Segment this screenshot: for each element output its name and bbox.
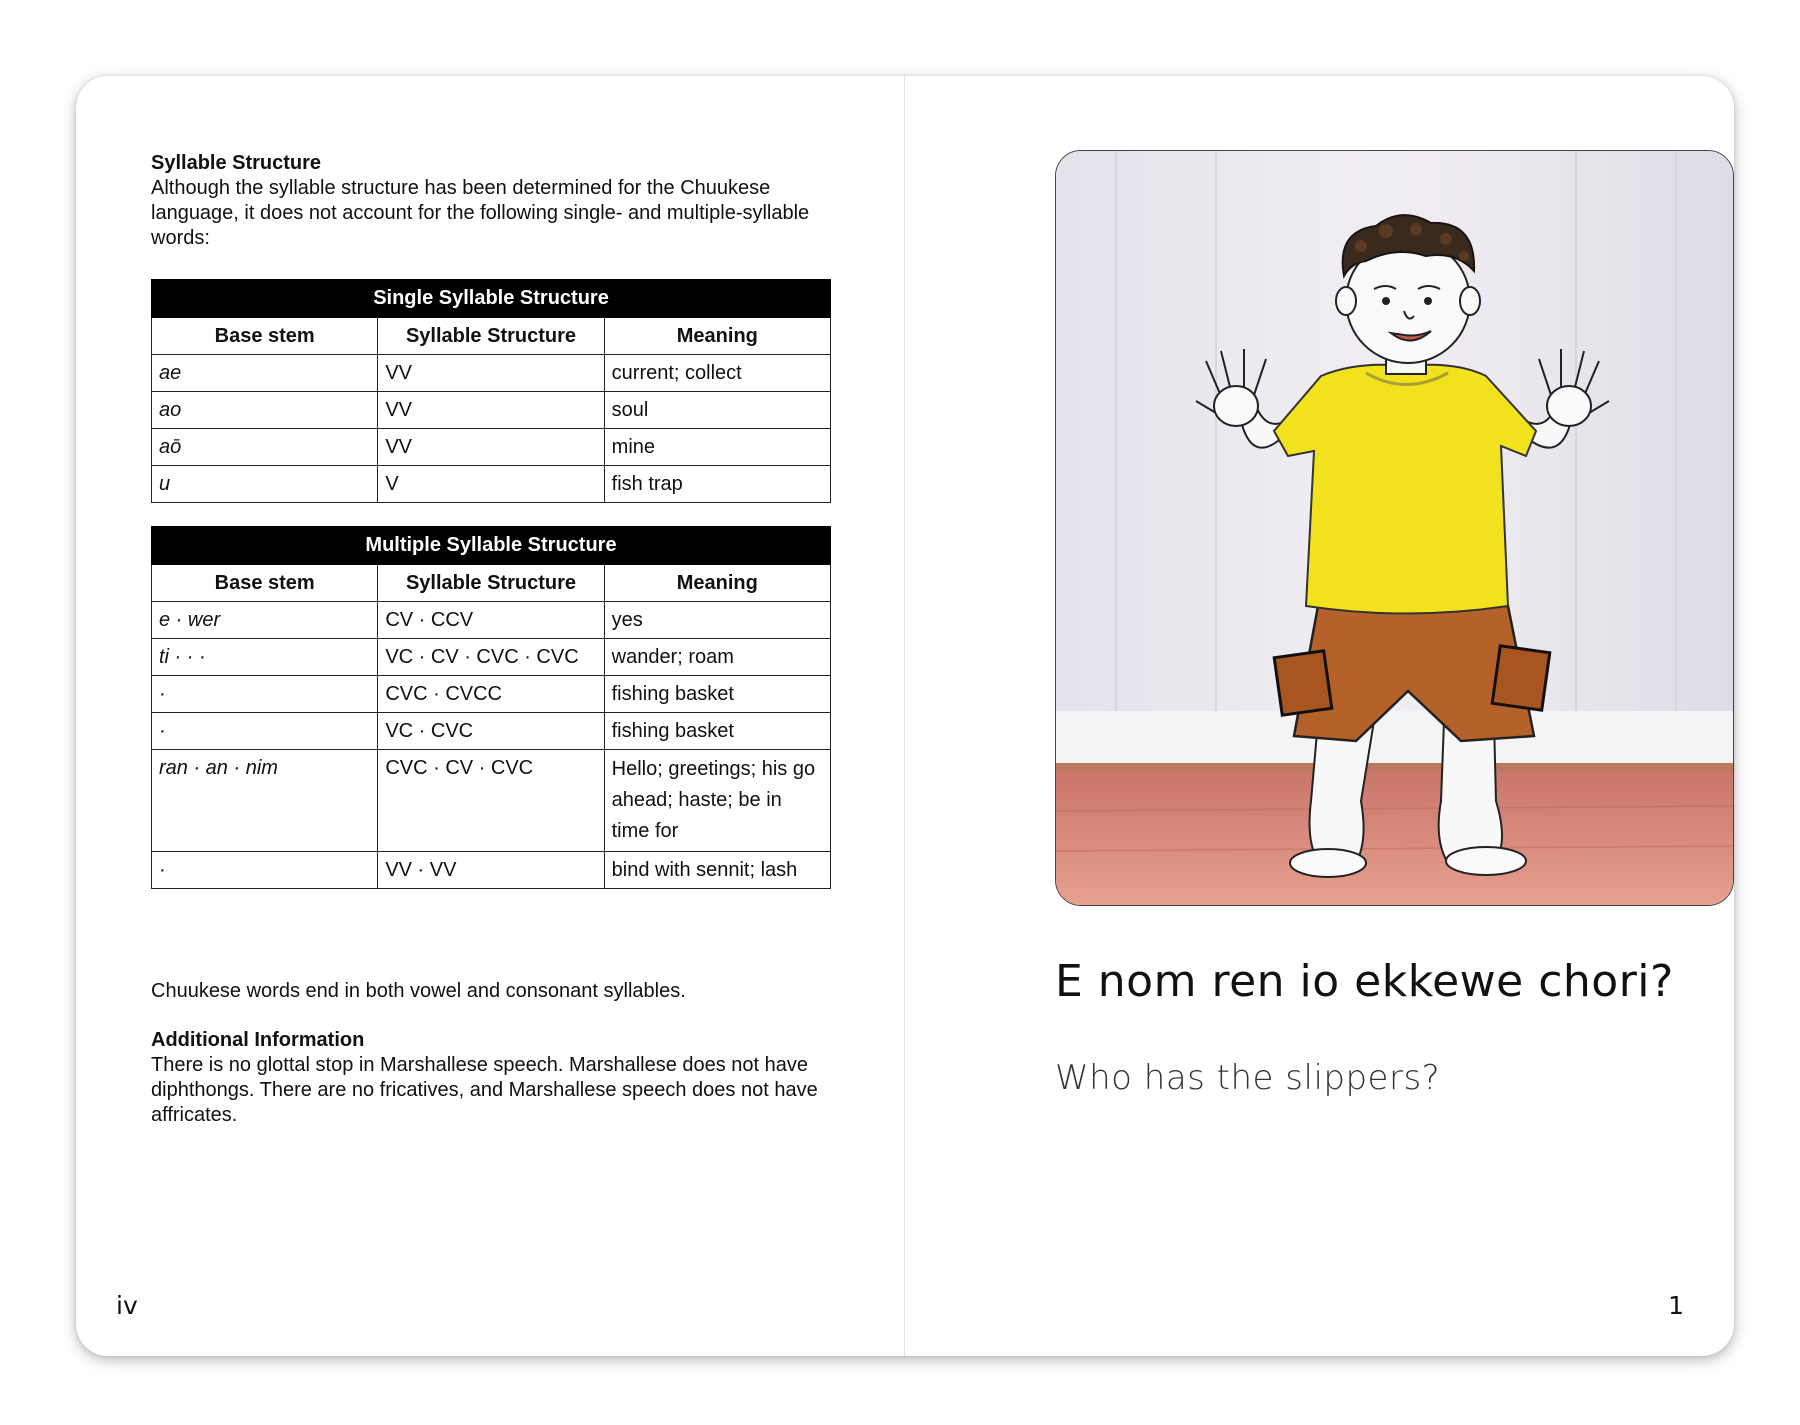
single-syllable-table [151, 279, 831, 503]
story-translation: Who has the slippers? [1055, 1058, 1441, 1098]
additional-info-heading: Additional Information [151, 1029, 365, 1051]
table-row [152, 852, 831, 889]
structure-cell: CVC · CV · CVC [378, 750, 604, 852]
column-header-meaning: Meaning [604, 318, 830, 355]
page-number-right: 1 [1668, 1291, 1684, 1320]
meaning-cell: soul [604, 392, 830, 429]
structure-cell: V [378, 466, 604, 503]
base-stem-cell: u [152, 466, 378, 503]
base-stem-cell: aō [152, 429, 378, 466]
meaning-cell: Hello; greetings; his go ahead; haste; be in time for [604, 750, 830, 852]
table-row [152, 713, 831, 750]
meaning-cell: current; collect [604, 355, 830, 392]
syllable-intro-block [151, 151, 831, 251]
structure-cell: CV · CCV [378, 602, 604, 639]
base-stem-cell: ran · an · nim [152, 750, 378, 852]
page-number-left: iv [116, 1291, 138, 1320]
structure-cell: CVC · CVCC [378, 676, 604, 713]
meaning-cell: fishing basket [604, 713, 830, 750]
boy-yellow-shirt-illustration [1055, 150, 1734, 906]
meaning-cell: fish trap [604, 466, 830, 503]
table-row [152, 355, 831, 392]
base-stem-cell: e · wer [152, 602, 378, 639]
closing-text: Chuukese words end in both vowel and consonant syllables. [151, 980, 686, 1002]
meaning-cell: wander; roam [604, 639, 830, 676]
column-header-syllable-structure: Syllable Structure [378, 565, 604, 602]
base-stem-cell: · [152, 852, 378, 889]
meaning-cell: fishing basket [604, 676, 830, 713]
base-stem-cell: ti · · · [152, 639, 378, 676]
single-table-caption: Single Syllable Structure [152, 280, 831, 318]
column-header-syllable-structure: Syllable Structure [378, 318, 604, 355]
structure-cell: VC · CV · CVC · CVC [378, 639, 604, 676]
additional-info-block [151, 1028, 831, 1128]
book-spread [76, 76, 1734, 1356]
structure-cell: VV [378, 429, 604, 466]
table-row [152, 429, 831, 466]
structure-cell: VV · VV [378, 852, 604, 889]
table-row [152, 602, 831, 639]
column-header-base-stem: Base stem [152, 318, 378, 355]
syllable-intro-text: Although the syllable structure has been determined for the Chuukese language, it does not account for the following single- and multiple-syllable words: [151, 177, 810, 249]
table-row [152, 750, 831, 852]
multiple-table-caption: Multiple Syllable Structure [152, 527, 831, 565]
structure-cell: VV [378, 355, 604, 392]
meaning-cell: mine [604, 429, 830, 466]
base-stem-cell: ao [152, 392, 378, 429]
base-stem-cell: · [152, 713, 378, 750]
left-page [76, 76, 904, 1356]
multiple-syllable-table [151, 526, 831, 889]
table-row [152, 639, 831, 676]
column-header-meaning: Meaning [604, 565, 830, 602]
base-stem-cell: · [152, 676, 378, 713]
base-stem-cell: ae [152, 355, 378, 392]
meaning-cell: bind with sennit; lash [604, 852, 830, 889]
right-page [905, 76, 1734, 1356]
structure-cell: VC · CVC [378, 713, 604, 750]
syllable-structure-heading: Syllable Structure [151, 152, 322, 174]
column-header-base-stem: Base stem [152, 565, 378, 602]
illustration-drawing [1056, 151, 1733, 905]
meaning-cell: yes [604, 602, 830, 639]
structure-cell: VV [378, 392, 604, 429]
table-row [152, 676, 831, 713]
table-row [152, 392, 831, 429]
story-text: E nom ren io ekkewe chori? [1055, 956, 1674, 1007]
table-row [152, 466, 831, 503]
additional-info-text: There is no glottal stop in Marshallese speech. Marshallese does not have diphthongs. There are no fricatives, and Marshallese speech does not have affricates. [151, 1054, 818, 1126]
